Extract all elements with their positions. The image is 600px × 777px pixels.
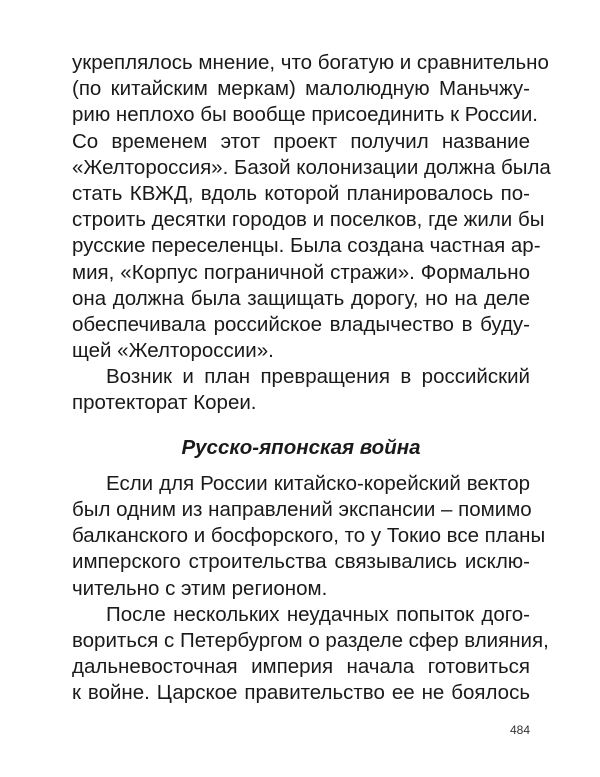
- text-line: строить десятки городов и поселков, где жили бы: [72, 208, 545, 232]
- text-line: стать КВЖД, вдоль которой планировалось по-: [72, 181, 530, 205]
- text-line: она должна была защищать дорогу, но на деле: [72, 286, 530, 310]
- text-line: Если для России китайско-корейский вектор: [106, 471, 530, 495]
- text-line: обеспечивала российское владычество в буду-: [72, 312, 530, 336]
- text-line: «Желтороссия». Базой колонизации должна была: [72, 155, 551, 179]
- paragraph: [72, 602, 549, 707]
- text-line: русские переселенцы. Была создана частная ар-: [72, 234, 541, 258]
- text-line: протекторат Кореи.: [72, 391, 257, 415]
- text-line: укреплялось мнение, что богатую и сравнительно: [72, 51, 549, 74]
- section-title: Русско-японская война: [181, 435, 421, 459]
- text-line: (по китайским меркам) малолюдную Маньчжу-: [72, 77, 530, 101]
- text-line: дальневосточная империя начала готовиться: [72, 655, 530, 679]
- text-line: Возник и план превращения в российский: [106, 365, 530, 389]
- paragraph: [72, 471, 546, 602]
- text-line: был одним из направлений экспансии – помимо: [72, 498, 532, 521]
- page-number: 484: [509, 723, 530, 737]
- text-line: щей «Желтороссии».: [72, 339, 274, 363]
- text-line: имперского строительства связывались исклю-: [72, 550, 530, 574]
- text-line: к войне. Царское правительство ее не боялось: [72, 681, 530, 705]
- page-body: [72, 50, 551, 707]
- text-line: вориться с Петербургом о разделе сфер влияния,: [72, 628, 549, 652]
- text-line: балканского и босфорского, то у Токио все планы: [72, 524, 546, 548]
- paragraph: [72, 50, 551, 364]
- text-line: После нескольких неудачных попыток дого-: [106, 602, 530, 626]
- text-line: рию неплохо бы вообще присоединить к России.: [72, 103, 539, 127]
- text-line: мия, «Корпус пограничной стражи». Формально: [72, 260, 530, 284]
- paragraph: [72, 364, 530, 416]
- text-line: Со временем этот проект получил название: [72, 129, 530, 153]
- text-line: чительно с этим регионом.: [72, 576, 328, 600]
